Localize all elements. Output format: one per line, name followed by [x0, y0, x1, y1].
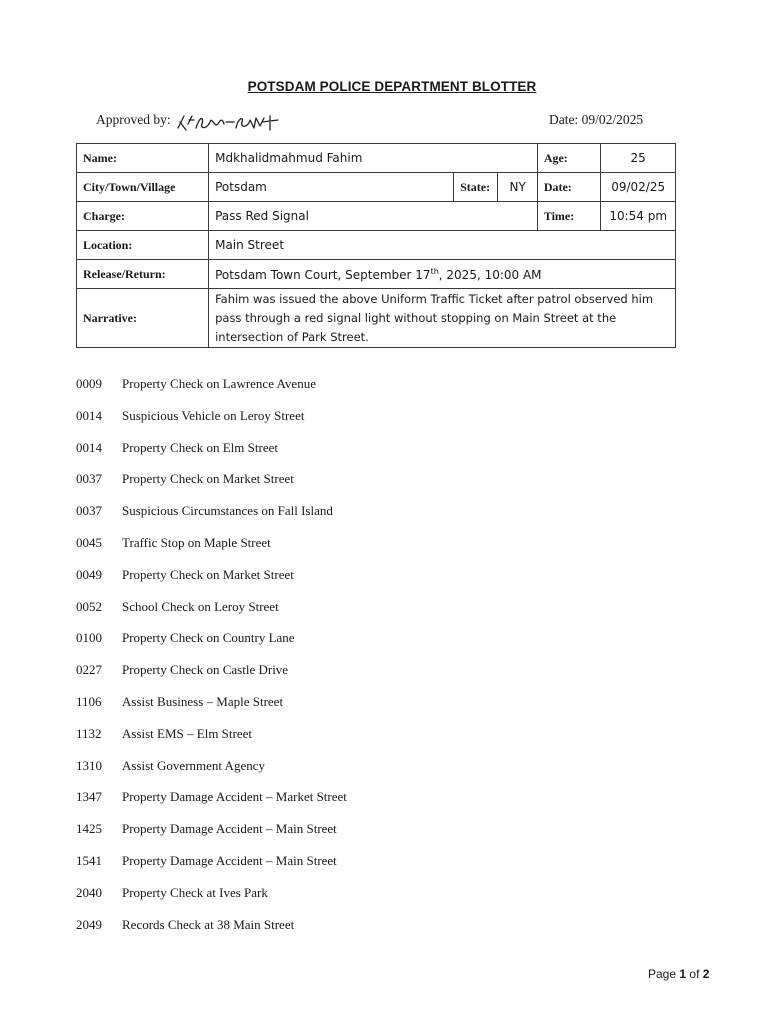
city-label: City/Town/Village — [77, 173, 209, 202]
entry-description: School Check on Leroy Street — [122, 598, 279, 614]
blotter-entry — [76, 535, 347, 567]
blotter-entry — [76, 471, 347, 503]
entry-time: 0037 — [76, 471, 102, 487]
entry-time: 0052 — [76, 598, 102, 614]
blotter-entry — [76, 885, 347, 917]
entry-time: 0009 — [76, 376, 102, 391]
blotter-entry — [76, 567, 347, 599]
release-text-start: Potsdam Town Court, September 17 — [215, 267, 431, 282]
narrative-label: Narrative: — [77, 289, 209, 348]
blotter-entry — [76, 853, 347, 885]
blotter-entry — [76, 440, 347, 472]
entry-description: Property Damage Accident – Market Street — [122, 789, 347, 805]
location-label: Location: — [77, 231, 209, 260]
row-charge — [77, 202, 676, 231]
page-title: POTSDAM POLICE DEPARTMENT BLOTTER — [247, 79, 537, 94]
date-value: 09/02/25 — [601, 173, 676, 202]
entry-time: 0045 — [76, 534, 102, 550]
row-city — [77, 173, 676, 202]
entry-time: 0227 — [76, 662, 102, 678]
page-number — [648, 967, 709, 981]
row-location — [77, 231, 676, 260]
page-total: 2 — [702, 967, 710, 981]
age-value: 25 — [601, 144, 676, 173]
release-ordinal: th — [430, 266, 439, 276]
entry-time: 1132 — [76, 725, 102, 741]
entry-description: Property Damage Accident – Main Street — [122, 852, 337, 868]
blotter-entry — [76, 726, 347, 758]
blotter-entry — [76, 917, 347, 949]
state-value: NY — [498, 173, 537, 202]
entry-description: Assist Government Agency — [122, 757, 265, 773]
blotter-entry — [76, 662, 347, 694]
entry-time: 2040 — [76, 884, 102, 900]
entry-time: 1347 — [76, 789, 102, 805]
entry-description: Property Check on Lawrence Avenue — [122, 376, 316, 391]
page-of: of — [689, 967, 700, 981]
entry-time: 0049 — [76, 566, 102, 582]
entry-time: 1310 — [76, 757, 102, 773]
signature — [174, 110, 284, 136]
entry-description: Assist Business – Maple Street — [122, 693, 284, 709]
blotter-entry — [76, 821, 347, 853]
entry-description: Property Check on Market Street — [122, 471, 294, 487]
entry-description: Assist EMS – Elm Street — [122, 725, 253, 741]
blotter-entry — [76, 376, 347, 408]
entry-description: Property Check on Elm Street — [122, 439, 278, 455]
charge-value: Pass Red Signal — [209, 202, 538, 231]
blotter-entry — [76, 408, 347, 440]
entry-time: 1541 — [76, 852, 102, 868]
incident-table — [76, 143, 676, 348]
city-value: Potsdam — [209, 173, 454, 202]
blotter-entries — [76, 376, 347, 948]
release-label: Release/Return: — [77, 260, 209, 289]
blotter-entry — [76, 630, 347, 662]
release-value — [209, 260, 676, 289]
entry-time: 0014 — [76, 439, 102, 455]
name-label: Name: — [77, 144, 209, 173]
blotter-entry — [76, 503, 347, 535]
charge-label: Charge: — [77, 202, 209, 231]
entry-description: Property Check on Country Lane — [122, 630, 295, 646]
narrative-value: Fahim was issued the above Uniform Traffic Ticket after patrol observed him pass through a red signal light without stopping on Main Street at the intersection of Park Street. — [209, 289, 676, 348]
time-value: 10:54 pm — [601, 202, 676, 231]
entry-time: 0014 — [76, 407, 102, 423]
date-label: Date: — [537, 173, 601, 202]
age-label: Age: — [537, 144, 601, 173]
release-text-end: , 2025, 10:00 AM — [438, 267, 542, 282]
blotter-entry — [76, 758, 347, 790]
blotter-entry — [76, 599, 347, 631]
row-narrative — [77, 289, 676, 348]
entry-description: Suspicious Circumstances on Fall Island — [122, 503, 333, 519]
name-value: Mdkhalidmahmud Fahim — [209, 144, 538, 173]
page-current: 1 — [679, 967, 687, 981]
entry-description: Traffic Stop on Maple Street — [122, 534, 271, 550]
entry-description: Property Damage Accident – Main Street — [122, 821, 337, 837]
blotter-entry — [76, 789, 347, 821]
entry-description: Property Check on Castle Drive — [122, 662, 289, 678]
page-word: Page — [648, 967, 677, 981]
report-date: Date: 09/02/2025 — [549, 112, 644, 127]
entry-description: Property Check on Market Street — [122, 566, 294, 582]
location-value: Main Street — [209, 231, 676, 260]
time-label: Time: — [537, 202, 601, 231]
row-release — [77, 260, 676, 289]
entry-time: 2049 — [76, 916, 102, 932]
entry-time: 0037 — [76, 503, 102, 519]
blotter-entry — [76, 694, 347, 726]
entry-description: Property Check at Ives Park — [122, 884, 268, 900]
entry-time: 1106 — [76, 693, 102, 709]
approved-by-label: Approved by: — [96, 112, 171, 127]
row-name — [77, 144, 676, 173]
entry-description: Records Check at 38 Main Street — [122, 916, 295, 932]
state-label: State: — [454, 173, 498, 202]
entry-description: Suspicious Vehicle on Leroy Street — [122, 407, 305, 423]
entry-time: 0100 — [76, 630, 102, 646]
entry-time: 1425 — [76, 821, 102, 837]
